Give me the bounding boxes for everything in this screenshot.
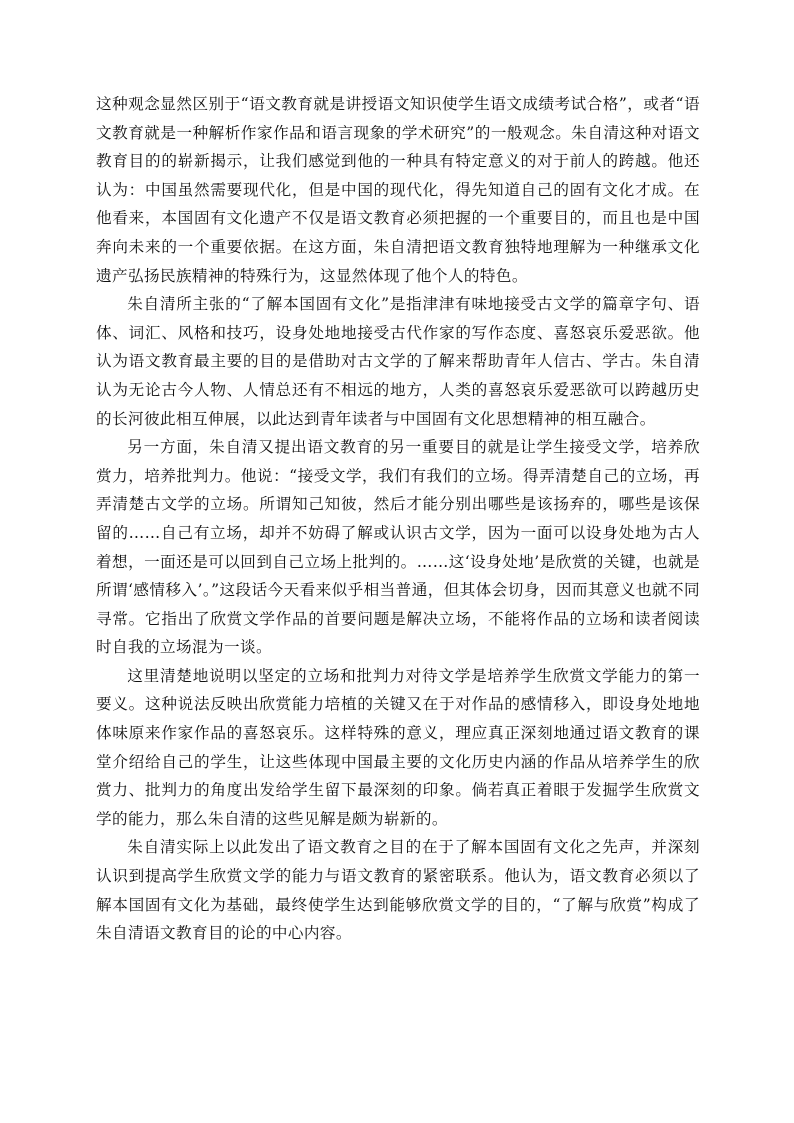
- paragraph-5: 朱自清实际上以此发出了语文教育之目的在于了解本国固有文化之先声，并深刻认识到提高学生欣赏文学的能力与语文教育的紧密联系。他认为，语文教育必须以了解本国固有文化为基础，最终使学生达到能够欣赏文学的目的，“了解与欣赏”构成了朱自清语文教育目的论的中心内容。: [96, 838, 700, 943]
- paragraph-4: 这里清楚地说明以坚定的立场和批判力对待文学是培养学生欣赏文学能力的第一要义。这种说法反映出欣赏能力培植的关键又在于对作品的感情移入，即设身处地地体味原来作家作品的喜怒哀乐。这样特殊的意义，理应真正深刻地通过语文教育的课堂介绍给自己的学生，让这些体现中国最主要的文化历史内涵的作品从培养学生的欣赏力、批判力的角度出发给学生留下最深刻的印象。倘若真正着眼于发掘学生欣赏文学的能力，那么朱自清的这些见解是颇为崭新的。: [96, 666, 700, 828]
- paragraph-3: 另一方面，朱自清又提出语文教育的另一重要目的就是让学生接受文学，培养欣赏力，培养批判力。他说：“接受文学，我们有我们的立场。得弄清楚自己的立场，再弄清楚古文学的立场。所谓知己知彼，然后才能分别出哪些是该扬弃的，哪些是该保留的……自己有立场，却并不妨碍了解或认识古文学，因为一面可以设身处地为古人着想，一面还是可以回到自己立场上批判的。……这‘设身处地’是欣赏的关键，也就是所谓‘感情移入’。”这段话今天看来似乎相当普通，但其体会切身，因而其意义也就不同寻常。它指出了欣赏文学作品的首要问题是解决立场，不能将作品的立场和读者阅读时自我的立场混为一谈。: [96, 438, 700, 657]
- paragraph-1: 这种观念显然区别于“语文教育就是讲授语文知识使学生语文成绩考试合格”，或者“语文教育就是一种解析作家作品和语言现象的学术研究”的一般观念。朱自清这种对语文教育目的的崭新揭示，让我们感觉到他的一种具有特定意义的对于前人的跨越。他还认为：中国虽然需要现代化，但是中国的现代化，得先知道自己的固有文化才成。在他看来，本国固有文化遗产不仅是语文教育必须把握的一个重要目的，而且也是中国奔向未来的一个重要依据。在这方面，朱自清把语文教育独特地理解为一种继承文化遗产弘扬民族精神的特殊行为，这显然体现了他个人的特色。: [96, 95, 700, 285]
- document-body: [96, 90, 700, 948]
- paragraph-2: 朱自清所主张的“了解本国固有文化”是指津津有味地接受古文学的篇章字句、语体、词汇、风格和技巧，设身处地地接受古代作家的写作态度、喜怒哀乐爱恶欲。他认为语文教育最主要的目的是借助对古文学的了解来帮助青年人信古、学古。朱自清认为无论古今人物、人情总还有不相远的地方，人类的喜怒哀乐爱恶欲可以跨越历史的长河彼此相互伸展，以此达到青年读者与中国固有文化思想精神的相互融合。: [96, 295, 700, 428]
